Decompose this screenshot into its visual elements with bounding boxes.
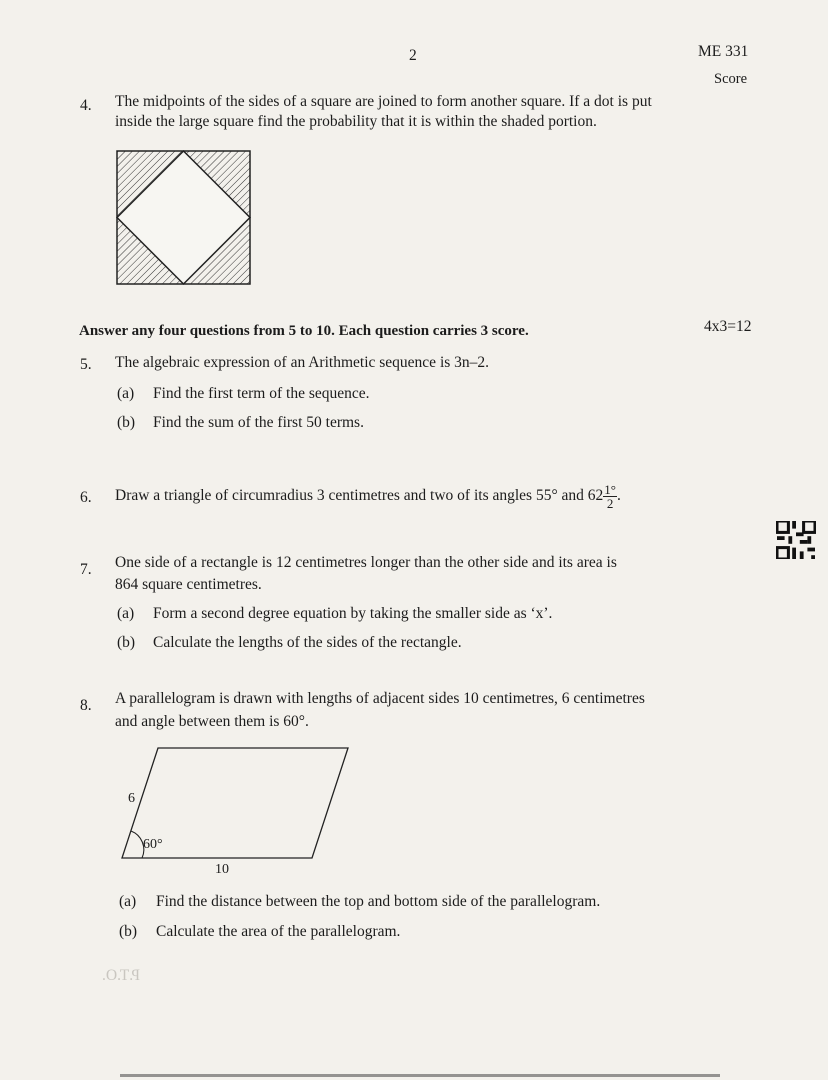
question-6-angle-whole: 62 [587, 487, 604, 504]
parallelogram-base-label: 10 [215, 862, 229, 877]
question-5b-label: (b) [117, 414, 136, 431]
parallelogram-side-label: 6 [128, 791, 135, 806]
question-7a-text: Form a second degree equation by taking the smaller side as ‘x’. [153, 605, 553, 622]
question-6-main: Draw a triangle of circumradius 3 centimetres and two of its angles 55° and [115, 487, 584, 504]
question-5a-label: (a) [117, 385, 135, 402]
question-4-text-line1: The midpoints of the sides of a square are joined to form another square. If a dot is put [115, 93, 652, 110]
question-8-text-line1: A parallelogram is drawn with lengths of adjacent sides 10 centimetres, 6 centimetres [115, 690, 645, 707]
question-8b-label: (b) [119, 923, 138, 940]
page-number: 2 [409, 47, 417, 64]
question-5b-text: Find the sum of the first 50 terms. [153, 414, 364, 431]
bottom-edge [120, 1074, 720, 1077]
parallelogram-angle-label: 60° [143, 837, 163, 852]
question-7a-label: (a) [117, 605, 135, 622]
question-5a-text: Find the first term of the sequence. [153, 385, 370, 402]
question-7-number: 7. [80, 561, 92, 578]
fraction [603, 483, 617, 510]
question-6-text [115, 478, 621, 514]
question-8-number: 8. [80, 697, 92, 714]
fraction-denominator: 2 [606, 495, 614, 511]
question-8b-text: Calculate the area of the parallelogram. [156, 923, 401, 940]
square-diagram [114, 148, 254, 288]
paper-code: ME 331 [698, 43, 749, 60]
question-7-text-line1: One side of a rectangle is 12 centimetres longer than the other side and its area is [115, 554, 617, 571]
question-7b-label: (b) [117, 634, 136, 651]
question-4-text-line2: inside the large square find the probability that it is within the shaded portion. [115, 113, 597, 130]
score-label: Score [714, 71, 748, 87]
question-8a-text: Find the distance between the top and bottom side of the parallelogram. [156, 893, 601, 910]
question-6-number: 6. [80, 489, 92, 506]
question-4-number: 4. [80, 97, 92, 114]
question-6-end: . [616, 487, 621, 504]
question-8a-label: (a) [119, 893, 137, 910]
question-5-number: 5. [80, 356, 92, 373]
qr-code-icon [776, 521, 816, 559]
question-7-text-line2: 864 square centimetres. [115, 576, 262, 593]
pto-show-through: P.T.O. [102, 967, 141, 984]
question-7b-text: Calculate the lengths of the sides of the rectangle. [153, 634, 462, 651]
fraction-numerator: 1° [604, 481, 616, 497]
section-marks: 4x3=12 [704, 318, 752, 335]
section-instruction: Answer any four questions from 5 to 10. Each question carries 3 score. [79, 323, 529, 339]
question-5-text: The algebraic expression of an Arithmetic sequence is 3n–2. [115, 354, 490, 371]
question-8-text-line2: and angle between them is 60°. [115, 713, 309, 730]
